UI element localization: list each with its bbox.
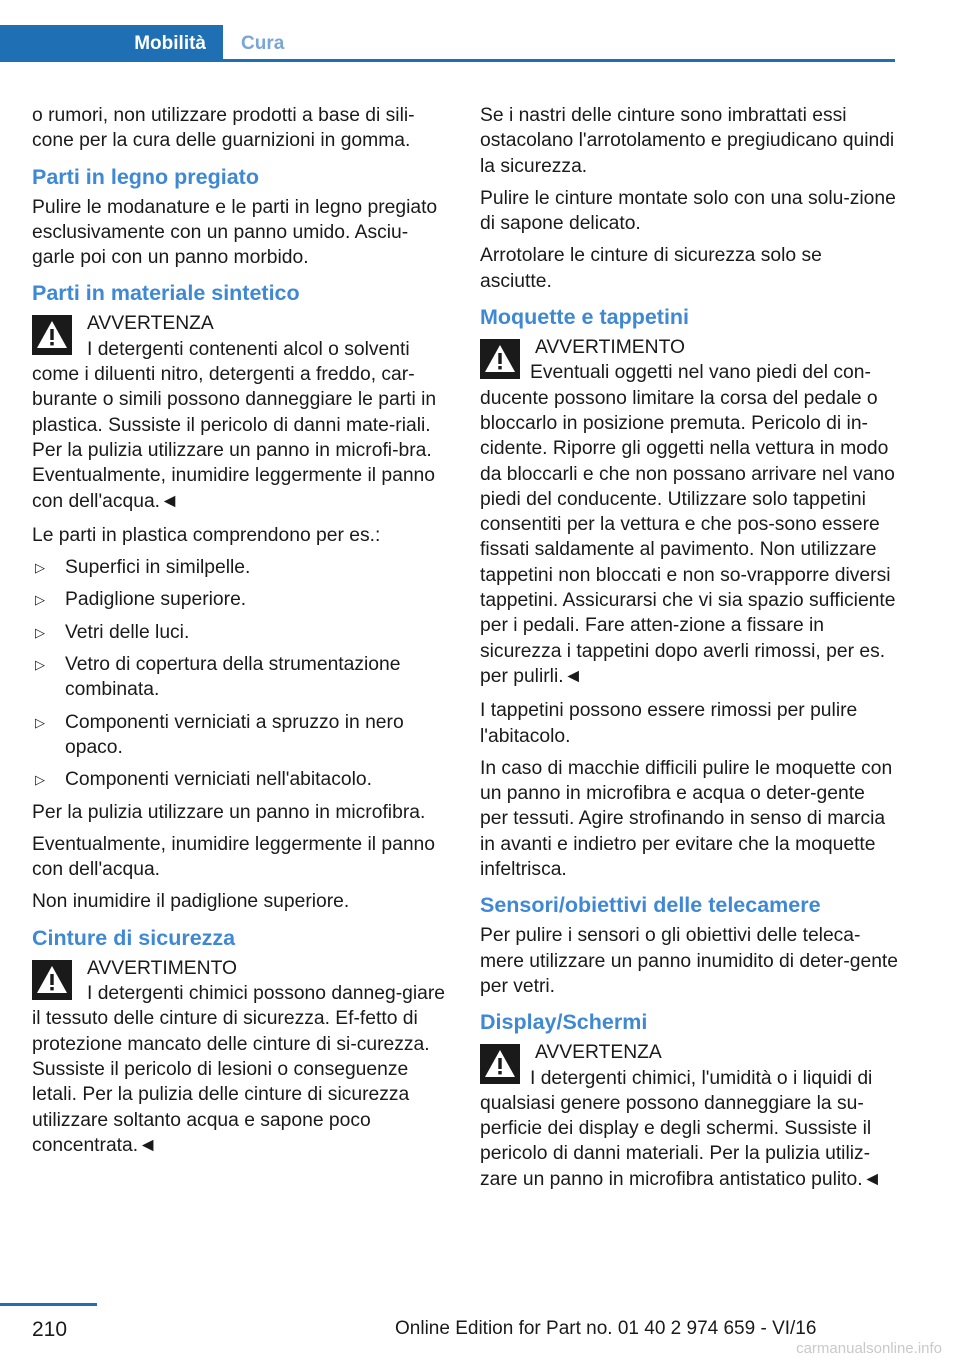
paragraph-sensori: Per pulire i sensori o gli obiettivi delle teleca-mere utilizzare un panno inumidito di deter-gente per vetri. bbox=[480, 925, 899, 997]
warning-title: AVVERTENZA bbox=[535, 1042, 662, 1064]
intro-paragraph: o rumori, non utilizzare prodotti a base di sili-cone per la cura delle guarnizioni in gomma. bbox=[32, 105, 415, 152]
paragraph-plastica: Le parti in plastica comprendono per es.: bbox=[32, 524, 381, 546]
paragraph-pulire-cinture: Pulire le cinture montate solo con una solu-zione di sapone delicato. bbox=[480, 187, 896, 235]
warning-title: AVVERTIMENTO bbox=[535, 337, 685, 359]
triangle-bullet-icon: ▷ bbox=[35, 772, 45, 788]
triangle-bullet-icon: ▷ bbox=[35, 657, 45, 673]
paragraph-legno: Pulire le modanature e le parti in legno pregiato esclusivamente con un panno umido. Asciu-garle poi con un panno morbido. bbox=[32, 196, 438, 269]
warning-text: I detergenti contenenti alcol o solventi come i diluenti nitro, detergenti a freddo, car-burante o simili possono danneggiare le parti in plastica. Sussiste il pericolo di danni mate-riali. Per la pulizia utilizzare un panno in microfi-bra. Eventualmente, inumidire leggermente il panno con dell'acqua.◄ bbox=[32, 338, 437, 512]
heading-moquette: Moquette e tappetini bbox=[480, 305, 690, 330]
tab-mobilita[interactable]: Mobilità bbox=[0, 25, 223, 62]
heading-display: Display/Schermi bbox=[480, 1010, 648, 1035]
paragraph-nastri: Se i nastri delle cinture sono imbrattati essi ostacolano l'arrotolamento e pregiudicano quindi la sicurezza. bbox=[480, 105, 895, 177]
warning-triangle-icon bbox=[32, 960, 72, 1000]
heading-sensori: Sensori/obiettivi delle telecamere bbox=[480, 893, 821, 918]
warning-block-sintetico bbox=[32, 311, 450, 513]
warning-block-moquette bbox=[480, 335, 898, 689]
plastic-parts-list bbox=[32, 555, 450, 792]
warning-triangle-icon bbox=[480, 1044, 520, 1084]
watermark: carmanualsonline.info bbox=[796, 1340, 942, 1357]
triangle-bullet-icon: ▷ bbox=[35, 714, 45, 730]
list-item: ▷ Vetri delle luci. bbox=[32, 620, 450, 645]
edition-info: Online Edition for Part no. 01 40 2 974 659 - VI/16 bbox=[395, 1318, 817, 1339]
page-number: 210 bbox=[32, 1318, 68, 1341]
paragraph-padiglione: Non inumidire il padiglione superiore. bbox=[32, 891, 350, 913]
right-column bbox=[480, 103, 898, 1201]
warning-text: I detergenti chimici possono danneg-giare il tessuto delle cinture di sicurezza. Ef-fetto di protezione mancato delle cinture di si-curezza. Sussiste il pericolo di lesioni o conseguenze letali. Per la pulizia delle cinture di sicurezza utilizzare soltanto acqua e sapone poco concentrata.◄ bbox=[32, 983, 445, 1156]
paragraph-macchie: In caso di macchie difficili pulire le moquette con un panno in microfibra e acqua o deter-gente per tessuti. Agire strofinando in senso di marcia in avanti e indietro per evitare che la moquette infeltrisca. bbox=[480, 757, 893, 881]
tab-underline bbox=[223, 59, 895, 62]
heading-cinture: Cinture di sicurezza bbox=[32, 925, 236, 950]
chapter-tabs bbox=[0, 25, 895, 62]
warning-block-cinture bbox=[32, 956, 450, 1158]
heading-parti-sintetico: Parti in materiale sintetico bbox=[32, 281, 300, 306]
left-column bbox=[32, 103, 450, 1167]
list-item: ▷ Padiglione superiore. bbox=[32, 587, 450, 612]
warning-text: I detergenti chimici, l'umidità o i liquidi di qualsiasi genere possono danneggiare la su-perficie dei display e degli schermi. Sussiste il pericolo di danni materiali. Per la pulizia utiliz-zare un panno in microfibra antistatico pulito.◄ bbox=[480, 1067, 882, 1190]
warning-text: Eventuali oggetti nel vano piedi del con-ducente possono limitare la corsa del pedale o bloccarlo in posizione premuta. Pericolo di in-cidente. Riporre gli oggetti nella vettura in modo da bloccarli e che non possano arrivare nel vano piedi del conducente. Utilizzare solo tappetini consentiti per la vettura e che pos-sono essere fissati saldamente al pavimento. Non utilizzare tappetini non bloccati e non so-vrapporre diversi tappetini. Assicurarsi che vi sia spazio sufficiente per i pedali. Fare atten-zione a fissare in sicurezza i tappetini dopo averli rimossi, per es. per pulirli.◄ bbox=[480, 362, 896, 687]
list-item: ▷ Componenti verniciati a spruzzo in nero opaco. bbox=[35, 711, 404, 758]
triangle-bullet-icon: ▷ bbox=[35, 592, 45, 608]
triangle-bullet-icon: ▷ bbox=[35, 624, 45, 640]
heading-parti-legno: Parti in legno pregiato bbox=[32, 164, 259, 189]
paragraph-tappetini: I tappetini possono essere rimossi per pulire l'abitacolo. bbox=[480, 700, 858, 747]
warning-triangle-icon bbox=[480, 339, 520, 379]
list-item: ▷ Componenti verniciati nell'abitacolo. bbox=[32, 767, 450, 792]
tab-cura[interactable]: Cura bbox=[241, 32, 285, 54]
list-item: ▷ Vetro di copertura della strumentazione combinata. bbox=[35, 654, 401, 701]
triangle-bullet-icon: ▷ bbox=[35, 560, 45, 576]
warning-triangle-icon bbox=[32, 315, 72, 355]
list-item: ▷ Superfici in similpelle. bbox=[32, 555, 450, 580]
warning-block-display bbox=[480, 1040, 898, 1192]
warning-title: AVVERTIMENTO bbox=[87, 957, 237, 979]
paragraph-arrotolare: Arrotolare le cinture di sicurezza solo se asciutte. bbox=[480, 245, 822, 292]
paragraph-inumidire: Eventualmente, inumidire leggermente il panno con dell'acqua. bbox=[32, 833, 436, 881]
paragraph-microfibra: Per la pulizia utilizzare un panno in microfibra. bbox=[32, 801, 426, 823]
warning-title: AVVERTENZA bbox=[87, 313, 214, 335]
footer-rule bbox=[0, 1303, 97, 1306]
